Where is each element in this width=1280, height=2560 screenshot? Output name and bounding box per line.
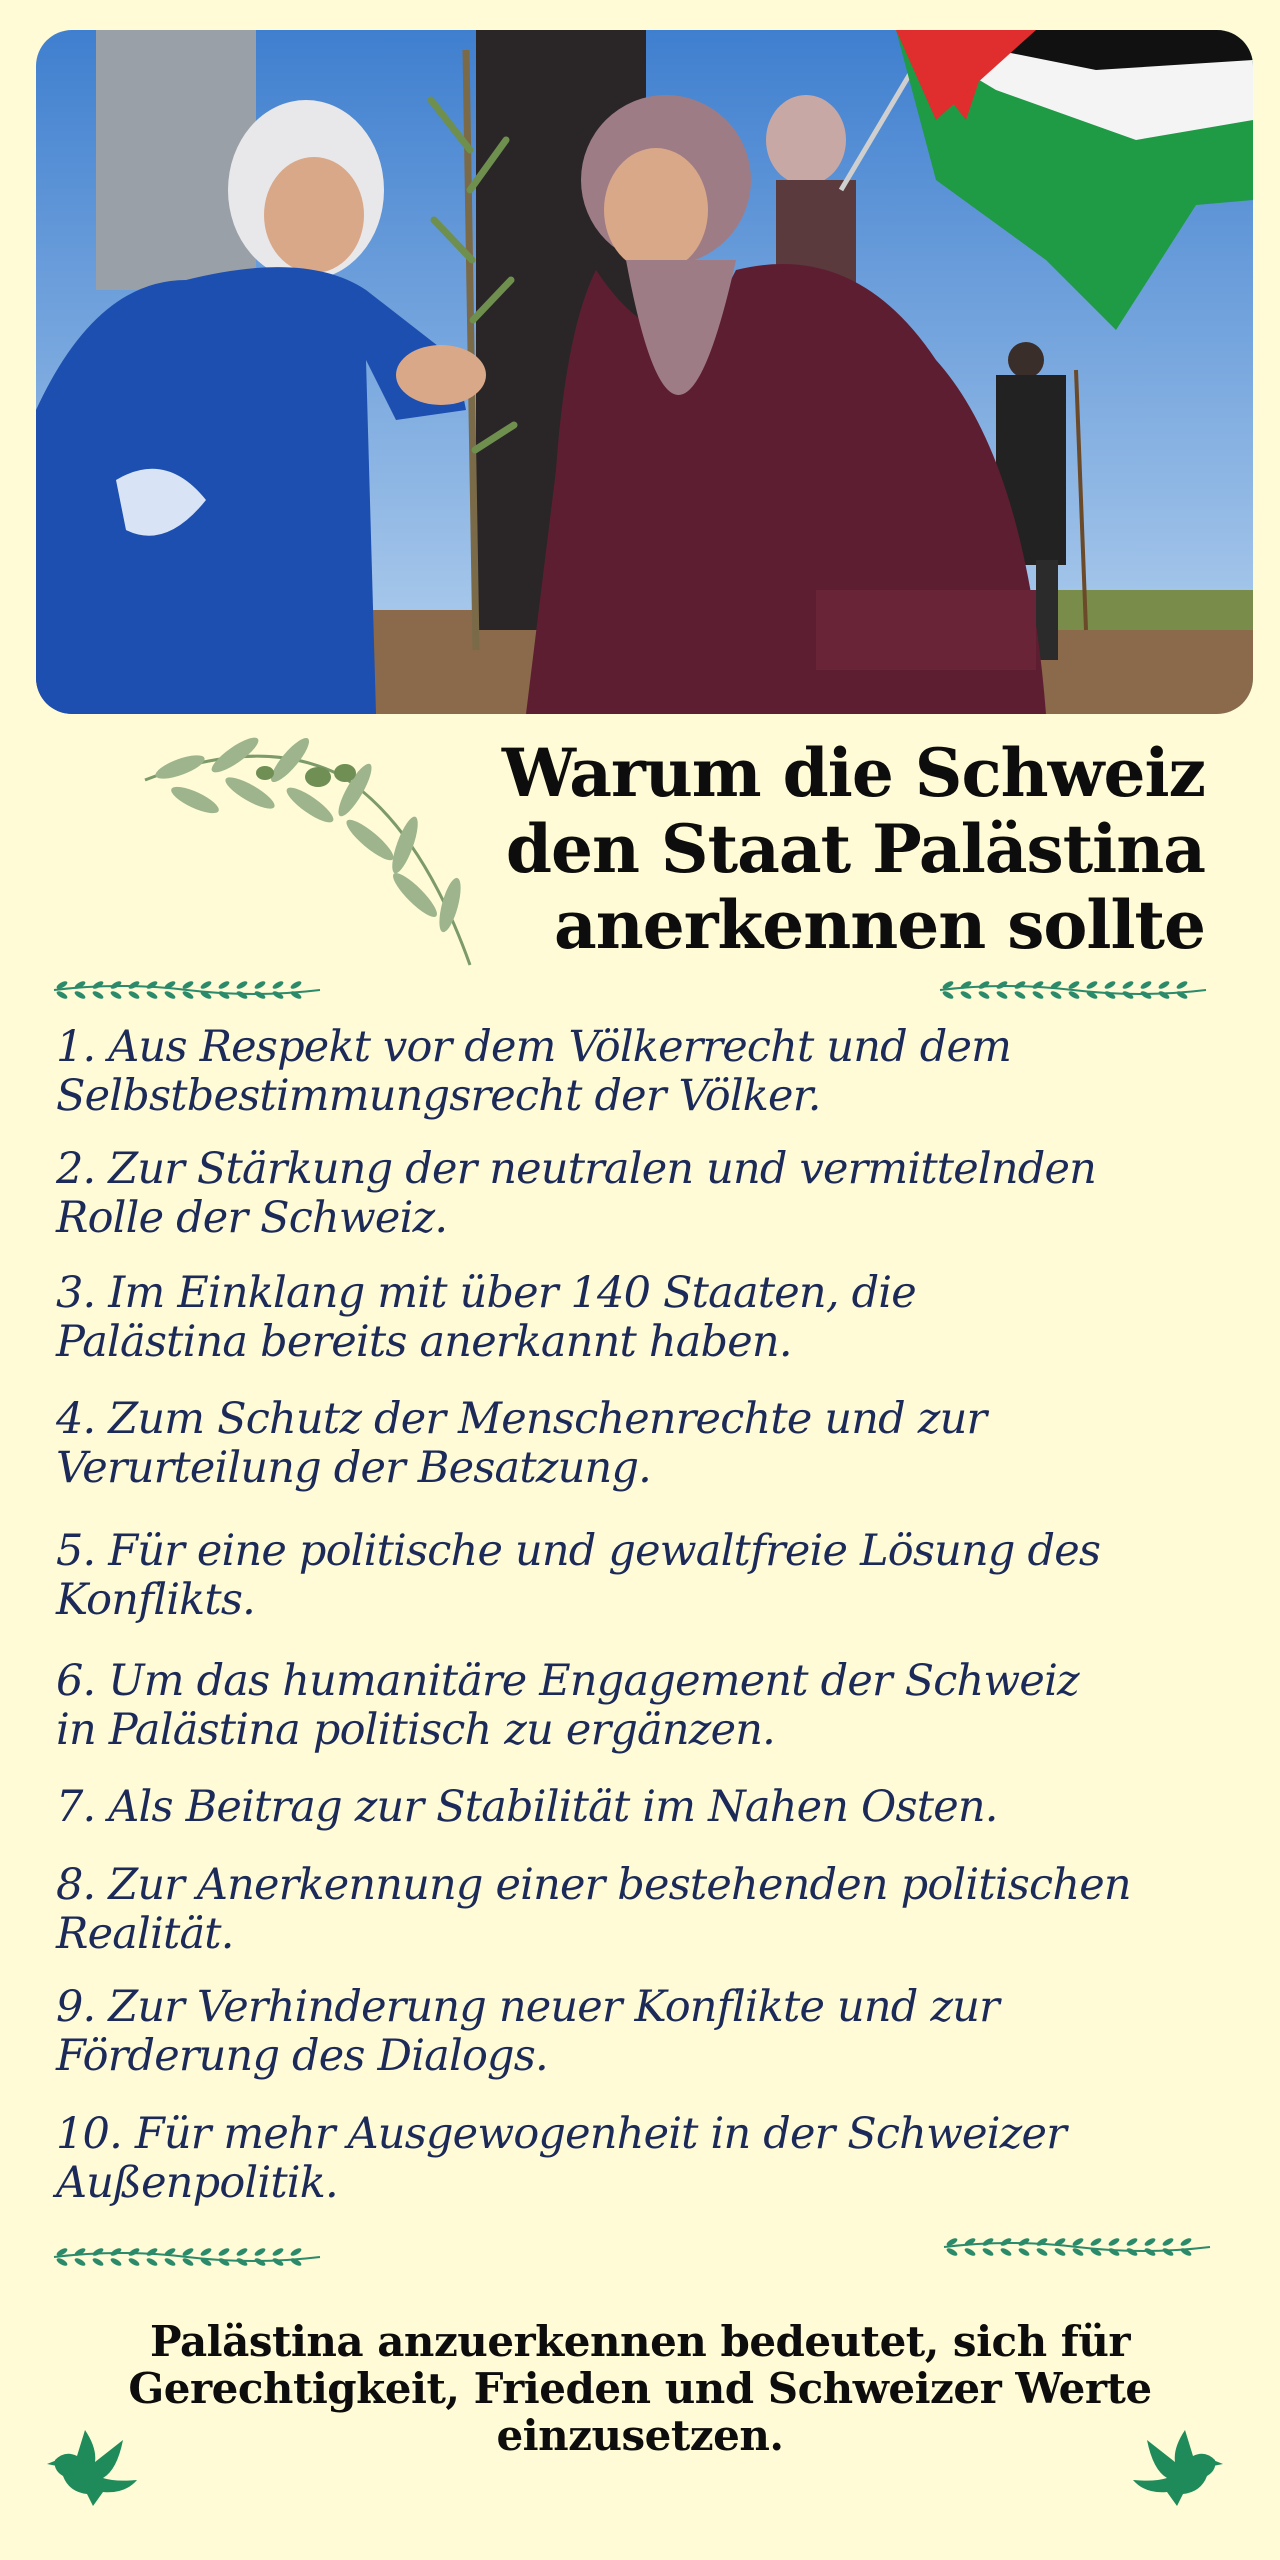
title-line-3: anerkennen sollte xyxy=(554,886,1205,964)
closing-line-1: Palästina anzuerkennen bedeutet, sich für xyxy=(149,2317,1130,2366)
title-line-1: Warum die Schweiz xyxy=(501,734,1205,812)
list-item: 3. Im Einklang mit über 140 Staaten, die Palästina bereits anerkannt haben. xyxy=(56,1268,916,1367)
closing-line-3: einzusetzen. xyxy=(496,2411,784,2460)
list-item: 2. Zur Stärkung der neutralen und vermittelnden Rolle der Schweiz. xyxy=(56,1144,1097,1243)
list-item: 8. Zur Anerkennung einer bestehenden politischen Realität. xyxy=(56,1860,1131,1959)
photo-girls-planting-olive-tree-icon xyxy=(36,30,1253,714)
list-item: 9. Zur Verhinderung neuer Konflikte und zur Förderung des Dialogs. xyxy=(56,1982,999,2081)
list-item: 10. Für mehr Ausgewogenheit in der Schweizer Außenpolitik. xyxy=(56,2109,1066,2208)
closing-statement xyxy=(80,2318,1200,2459)
page-title xyxy=(445,735,1205,963)
list-item: 5. Für eine politische und gewaltfreie Lösung des Konflikts. xyxy=(56,1526,1101,1625)
title-line-2: den Staat Palästina xyxy=(505,810,1205,888)
dove-icon xyxy=(45,2420,145,2510)
olive-branch-icon xyxy=(140,715,490,985)
vine-divider-icon xyxy=(52,978,322,1002)
list-item: 1. Aus Respekt vor dem Völkerrecht und dem Selbstbestimmungsrecht der Völker. xyxy=(56,1022,1012,1121)
hero-photo xyxy=(36,30,1253,714)
list-item: 6. Um das humanitäre Engagement der Schweiz in Palästina politisch zu ergänzen. xyxy=(56,1656,1079,1755)
vine-divider-icon xyxy=(52,2245,322,2269)
vine-divider-icon xyxy=(942,2235,1212,2259)
list-item: 4. Zum Schutz der Menschenrechte und zur Verurteilung der Besatzung. xyxy=(56,1394,987,1493)
dove-icon xyxy=(1125,2420,1225,2510)
vine-divider-icon xyxy=(938,978,1208,1002)
list-item: 7. Als Beitrag zur Stabilität im Nahen Osten. xyxy=(56,1782,998,1832)
closing-line-2: Gerechtigkeit, Frieden und Schweizer Werte xyxy=(128,2364,1152,2413)
